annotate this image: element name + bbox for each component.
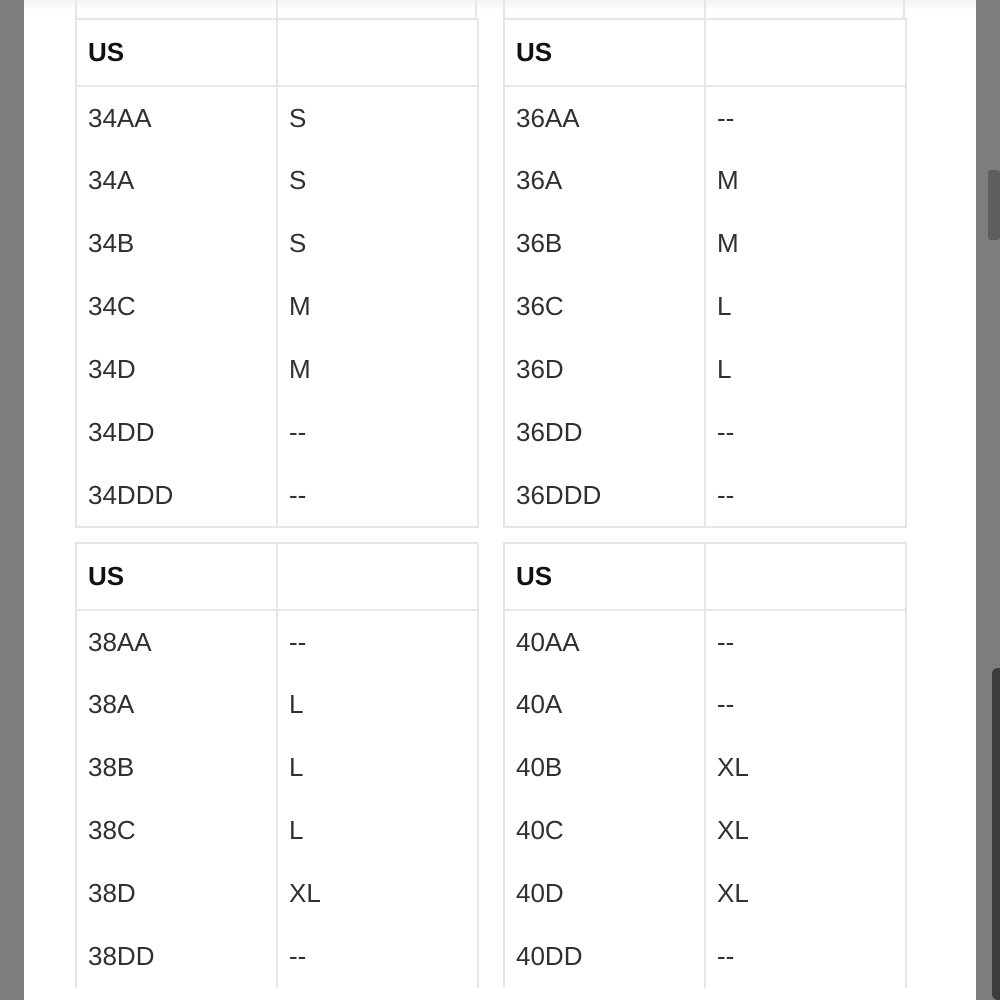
fit-size-cell: XL bbox=[277, 862, 478, 925]
header-cell-empty bbox=[705, 543, 906, 610]
table-row bbox=[76, 673, 478, 736]
header-cell-empty bbox=[705, 19, 906, 86]
fit-size-cell: -- bbox=[705, 401, 906, 464]
table-header-row bbox=[76, 543, 478, 610]
fit-size-cell: -- bbox=[277, 464, 478, 527]
fit-size-cell: S bbox=[277, 86, 478, 149]
scrollbar-thumb[interactable] bbox=[988, 170, 1000, 240]
fit-size-cell: -- bbox=[277, 610, 478, 673]
table-row bbox=[504, 610, 906, 673]
table-row bbox=[504, 799, 906, 862]
fit-size-cell: -- bbox=[277, 925, 478, 988]
band-size-cell: 38DD bbox=[76, 925, 277, 988]
band-size-cell: 40B bbox=[504, 736, 705, 799]
band-size-cell: 38A bbox=[76, 673, 277, 736]
table-row bbox=[76, 212, 478, 275]
band-size-cell: 40D bbox=[504, 862, 705, 925]
table-row bbox=[504, 673, 906, 736]
band-size-cell: 38D bbox=[76, 862, 277, 925]
band-size-cell: 38AA bbox=[76, 610, 277, 673]
table-row bbox=[76, 736, 478, 799]
table-top-continuation-right bbox=[503, 0, 905, 18]
table-row bbox=[76, 464, 478, 527]
band-size-cell: 36DD bbox=[504, 401, 705, 464]
header-cell-empty bbox=[277, 543, 478, 610]
table-row bbox=[504, 338, 906, 401]
table-row bbox=[76, 799, 478, 862]
band-size-cell: 34D bbox=[76, 338, 277, 401]
fit-size-cell: -- bbox=[705, 86, 906, 149]
header-cell: US bbox=[504, 19, 705, 86]
band-size-cell: 38C bbox=[76, 799, 277, 862]
fit-size-cell: XL bbox=[705, 862, 906, 925]
size-table-40 bbox=[503, 542, 907, 988]
fit-size-cell: L bbox=[705, 275, 906, 338]
fit-size-cell: -- bbox=[705, 673, 906, 736]
size-table-36 bbox=[503, 18, 907, 528]
band-size-cell: 36A bbox=[504, 149, 705, 212]
fit-size-cell: -- bbox=[705, 464, 906, 527]
table-row bbox=[76, 925, 478, 988]
table-row bbox=[504, 464, 906, 527]
table-row bbox=[76, 862, 478, 925]
header-cell: US bbox=[76, 543, 277, 610]
band-size-cell: 38B bbox=[76, 736, 277, 799]
band-size-cell: 40C bbox=[504, 799, 705, 862]
band-size-cell: 34DDD bbox=[76, 464, 277, 527]
fit-size-cell: M bbox=[705, 149, 906, 212]
fit-size-cell: M bbox=[277, 338, 478, 401]
header-cell-empty bbox=[277, 19, 478, 86]
left-frame-edge bbox=[0, 0, 24, 1000]
table-row bbox=[504, 212, 906, 275]
band-size-cell: 36D bbox=[504, 338, 705, 401]
band-size-cell: 40AA bbox=[504, 610, 705, 673]
band-size-cell: 34B bbox=[76, 212, 277, 275]
fit-size-cell: -- bbox=[277, 401, 478, 464]
size-table-34 bbox=[75, 18, 479, 528]
table-row bbox=[76, 610, 478, 673]
band-size-cell: 34A bbox=[76, 149, 277, 212]
table-top-continuation-left bbox=[75, 0, 477, 18]
band-size-cell: 36DDD bbox=[504, 464, 705, 527]
fit-size-cell: M bbox=[277, 275, 478, 338]
header-cell: US bbox=[504, 543, 705, 610]
band-size-cell: 34AA bbox=[76, 86, 277, 149]
table-row bbox=[504, 862, 906, 925]
table-header-row bbox=[504, 543, 906, 610]
table-row bbox=[76, 275, 478, 338]
band-size-cell: 40DD bbox=[504, 925, 705, 988]
table-row bbox=[504, 149, 906, 212]
table-row bbox=[76, 86, 478, 149]
table-row bbox=[76, 401, 478, 464]
side-panel-handle[interactable] bbox=[992, 668, 1000, 1000]
table-header-row bbox=[76, 19, 478, 86]
fit-size-cell: L bbox=[705, 338, 906, 401]
band-size-cell: 36AA bbox=[504, 86, 705, 149]
fit-size-cell: L bbox=[277, 736, 478, 799]
band-size-cell: 36B bbox=[504, 212, 705, 275]
table-header-row bbox=[504, 19, 906, 86]
fit-size-cell: L bbox=[277, 673, 478, 736]
size-table-38 bbox=[75, 542, 479, 988]
fit-size-cell: M bbox=[705, 212, 906, 275]
band-size-cell: 40A bbox=[504, 673, 705, 736]
band-size-cell: 36C bbox=[504, 275, 705, 338]
fit-size-cell: S bbox=[277, 149, 478, 212]
fit-size-cell: -- bbox=[705, 925, 906, 988]
table-row bbox=[504, 401, 906, 464]
table-row bbox=[504, 925, 906, 988]
fit-size-cell: XL bbox=[705, 799, 906, 862]
fit-size-cell: L bbox=[277, 799, 478, 862]
table-row bbox=[76, 149, 478, 212]
table-row bbox=[504, 86, 906, 149]
fit-size-cell: S bbox=[277, 212, 478, 275]
table-row bbox=[76, 338, 478, 401]
header-cell: US bbox=[76, 19, 277, 86]
table-row bbox=[504, 736, 906, 799]
band-size-cell: 34C bbox=[76, 275, 277, 338]
fit-size-cell: XL bbox=[705, 736, 906, 799]
fit-size-cell: -- bbox=[705, 610, 906, 673]
band-size-cell: 34DD bbox=[76, 401, 277, 464]
table-row bbox=[504, 275, 906, 338]
